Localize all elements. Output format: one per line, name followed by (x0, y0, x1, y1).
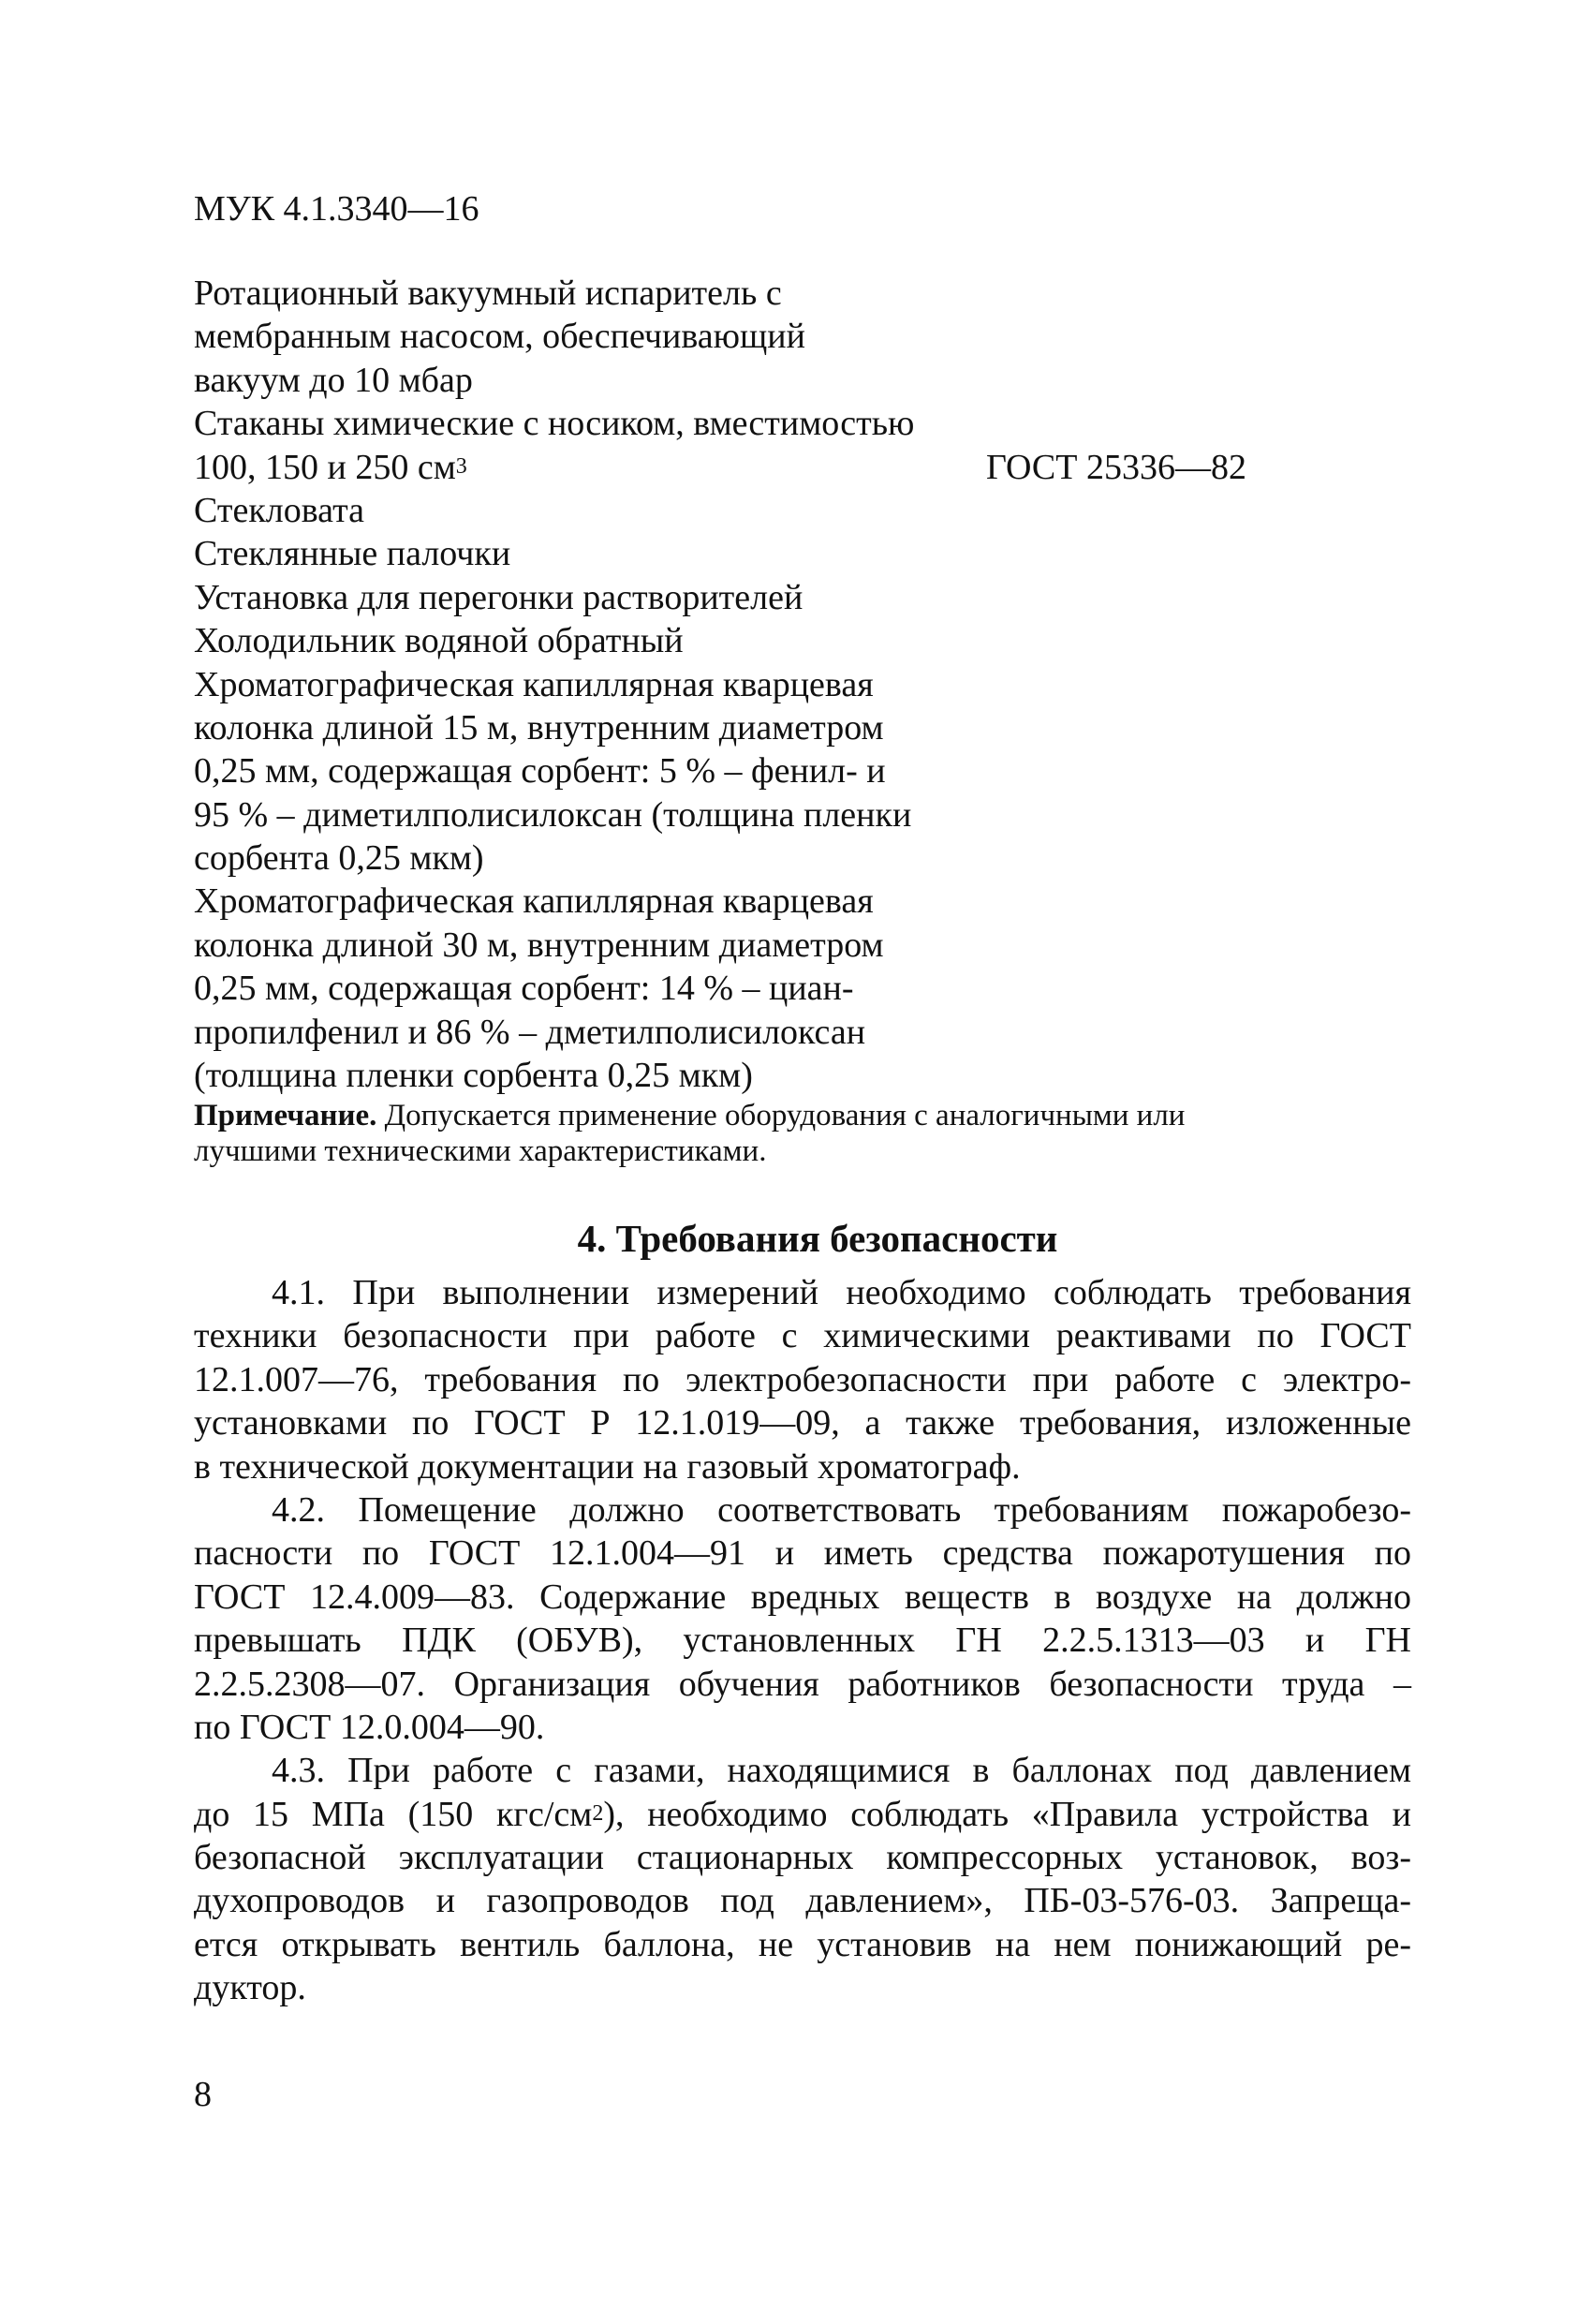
paragraph-4-3-line: безопасной эксплуатации стационарных компрессорных установок, воз- (194, 1838, 1411, 1878)
paragraph-4-3-line: ется открывать вентиль баллона, не установив на нем понижающий ре- (194, 1924, 1411, 1964)
pressure-superscript: 2 (592, 1800, 604, 1826)
note-line-1 (194, 1098, 1411, 1133)
equipment-line-beakers (194, 446, 1280, 489)
equipment-line: Стеклянные палочки (194, 534, 511, 574)
equipment-line: Хроматографическая капиллярная кварцевая (194, 664, 874, 704)
equipment-line: Установка для перегонки растворителей (194, 577, 803, 617)
paragraph-4-1-line: в технической документации на газовый хроматограф. (194, 1446, 1021, 1487)
equipment-line: 0,25 мм, содержащая сорбент: 14 % – циан- (194, 969, 854, 1009)
page-number: 8 (194, 2075, 212, 2114)
equipment-line: (толщина пленки сорбента 0,25 мкм) (194, 1056, 753, 1096)
equipment-line: 95 % – диметилполисилоксан (толщина пленки (194, 794, 912, 835)
note-label: Примечание. (194, 1099, 377, 1132)
equipment-line: Стаканы химические с носиком, вместимостью (194, 404, 915, 444)
beakers-superscript: 3 (455, 453, 467, 479)
beakers-sizes: 100, 150 и 250 см (194, 447, 456, 487)
paragraph-4-2-line: по ГОСТ 12.0.004—90. (194, 1707, 545, 1747)
running-head: МУК 4.1.3340—16 (194, 189, 479, 229)
equipment-line: Холодильник водяной обратный (194, 621, 684, 661)
equipment-line: Ротационный вакуумный испаритель с (194, 274, 782, 313)
equipment-line: пропилфенил и 86 % – дметилполисилоксан (194, 1012, 866, 1052)
equipment-line: мембранным насосом, обеспечивающий (194, 317, 805, 357)
pressure-text-b: ), необходимо соблюдать «Правила устройства и (603, 1794, 1411, 1834)
paragraph-4-2-line: пасности по ГОСТ 12.1.004—91 и иметь средства пожаротушения по (194, 1533, 1411, 1574)
equipment-line: Хроматографическая капиллярная кварцевая (194, 881, 874, 922)
paragraph-4-3-line: 4.3. При работе с газами, находящимися в баллонах под давлением (272, 1751, 1411, 1791)
equipment-line: 0,25 мм, содержащая сорбент: 5 % – фенил- и (194, 751, 886, 792)
equipment-line: сорбента 0,25 мкм) (194, 838, 484, 879)
paragraph-4-3-line: духопроводов и газопроводов под давлением», ПБ-03-576-03. Запреща- (194, 1881, 1411, 1921)
beakers-standard-ref: ГОСТ 25336—82 (986, 447, 1246, 487)
paragraph-4-1-line: 4.1. При выполнении измерений необходимо соблюдать требования (272, 1273, 1411, 1312)
paragraph-4-1-line: техники безопасности при работе с химическими реактивами по ГОСТ (194, 1316, 1411, 1356)
section-heading-text: 4. Требования безопасности (577, 1217, 1058, 1260)
equipment-line: вакуум до 10 мбар (194, 360, 473, 400)
equipment-line: Стекловата (194, 490, 365, 530)
paragraph-4-1-line: установками по ГОСТ Р 12.1.019—09, а также требования, изложенные (194, 1403, 1411, 1443)
section-body (194, 1271, 1411, 2010)
equipment-line: колонка длиной 30 м, внутренним диаметром (194, 925, 884, 965)
paragraph-4-3-line-pressure (194, 1793, 1411, 1836)
note (194, 1098, 1411, 1169)
pressure-text-a: до 15 МПа (150 кгс/см (194, 1794, 593, 1834)
note-text-2: лучшими техническими характеристиками. (194, 1134, 767, 1168)
note-text-1: Допускается применение оборудования с аналогичными или (376, 1099, 1186, 1132)
section-heading (0, 1215, 1592, 1262)
paragraph-4-1-line: 12.1.007—76, требования по электробезопасности при работе с электро- (194, 1359, 1411, 1399)
paragraph-4-2-line: 2.2.5.2308—07. Организация обучения работников безопасности труда – (194, 1664, 1411, 1704)
paragraph-4-2-line: превышать ПДК (ОБУВ), установленных ГН 2.2.5.1313—03 и ГН (194, 1621, 1411, 1661)
paragraph-4-3-line: дуктор. (194, 1968, 306, 2008)
equipment-line: колонка длиной 15 м, внутренним диаметром (194, 707, 884, 748)
paragraph-4-2-line: 4.2. Помещение должно соответствовать требованиям пожаробезо- (272, 1489, 1411, 1530)
paragraph-4-2-line: ГОСТ 12.4.009—83. Содержание вредных веществ в воздухе на должно (194, 1576, 1411, 1617)
equipment-list (194, 272, 1280, 1097)
